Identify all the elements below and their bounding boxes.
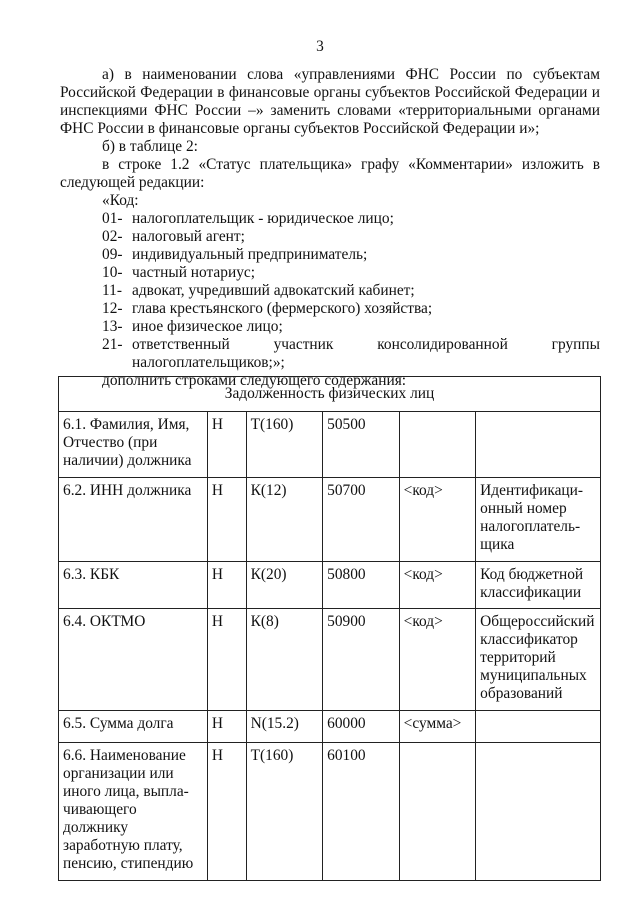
cell-code: 50900 [323,609,400,711]
cell-flag: Н [207,743,246,881]
code-number: 21- [102,336,123,353]
paragraph-row-1-2: в строке 1.2 «Статус плательщика» графу «Комментарии» изложить в следующей редакции: [60,156,600,191]
paragraph-a: а) в наименовании слова «управлениями ФНС России по субъектам Российской Федерации в финансовые органы субъектов Российской Федерации и инспекциями ФНС России –» заменить словами «территориальными органами ФНС России в финансовые органы субъектов Российской Федерации и»; [60,66,600,137]
cell-name: 6.4. ОКТМО [59,609,208,711]
cell-flag: Н [207,711,246,743]
cell-type: К(12) [246,478,323,562]
cell-type: К(20) [246,562,323,609]
cell-value: <код> [399,609,476,711]
code-text: налогоплательщик - юридическое лицо; [132,210,394,227]
cell-code: 60100 [323,743,400,881]
table-row [59,478,601,562]
cell-comment [476,711,601,743]
cell-comment [476,743,601,881]
code-text: налоговый агент; [132,228,245,245]
table-header: Задолженность физических лиц [59,377,601,412]
cell-comment: Идентификаци-онный номер налогоплатель-щика [476,478,601,562]
cell-value: <код> [399,562,476,609]
code-number: 09- [102,246,123,263]
code-text: ответственный участник консолидированной группы [132,336,600,353]
cell-value: <код> [399,478,476,562]
code-list [60,210,600,354]
page-number: 3 [316,38,324,55]
cell-name: 6.1. Фамилия, Имя, Отчество (при наличии) должника [59,412,208,478]
table-row [59,711,601,743]
cell-flag: Н [207,562,246,609]
table-header-row [59,377,601,412]
cell-type: Т(160) [246,412,323,478]
cell-code: 60000 [323,711,400,743]
table-row [59,562,601,609]
code-number: 13- [102,318,123,335]
cell-name: 6.6. Наименование организации или иного лица, выпла-чивающего должнику заработную плату, пенсию, стипендию [59,743,208,881]
code-item [60,228,600,246]
cell-code: 50700 [323,478,400,562]
table-row [59,743,601,881]
code-item [60,282,600,300]
table-row [59,609,601,711]
code-text: частный нотариус; [132,264,255,281]
code-number: 11- [102,282,122,299]
code-number: 12- [102,300,123,317]
code-text: индивидуальный предприниматель; [132,246,368,263]
cell-flag: Н [207,609,246,711]
code-item [60,264,600,282]
code-text: иное физическое лицо; [132,318,283,335]
code-number: 02- [102,228,123,245]
cell-comment [476,412,601,478]
code-number: 01- [102,210,123,227]
cell-code: 50500 [323,412,400,478]
document-body [60,66,600,390]
code-item [60,336,600,354]
debt-table [58,376,601,881]
code-item [60,318,600,336]
code-text: глава крестьянского (фермерского) хозяйства; [132,300,433,317]
cell-name: 6.2. ИНН должника [59,478,208,562]
code-item [60,246,600,264]
cell-type: К(8) [246,609,323,711]
cell-value [399,743,476,881]
cell-name: 6.5. Сумма долга [59,711,208,743]
cell-code: 50800 [323,562,400,609]
cell-type: N(15.2) [246,711,323,743]
cell-comment: Общероссийский классификатор территорий муниципальных образований [476,609,601,711]
cell-value: <сумма> [399,711,476,743]
cell-name: 6.3. КБК [59,562,208,609]
code-intro: «Код: [102,192,139,209]
cell-flag: Н [207,478,246,562]
cell-type: Т(160) [246,743,323,881]
cell-value [399,412,476,478]
code-item [60,300,600,318]
paragraph-append: дополнить строками следующего содержания: [102,372,407,389]
cell-flag: Н [207,412,246,478]
paragraph-b: б) в таблице 2: [102,138,198,155]
code-item [60,210,600,228]
code-text: адвокат, учредивший адвокатский кабинет; [132,282,415,299]
code-number: 10- [102,264,123,281]
table-row [59,412,601,478]
cell-comment: Код бюджетной классификации [476,562,601,609]
code-text-continuation: налогоплательщиков;»; [132,354,285,371]
